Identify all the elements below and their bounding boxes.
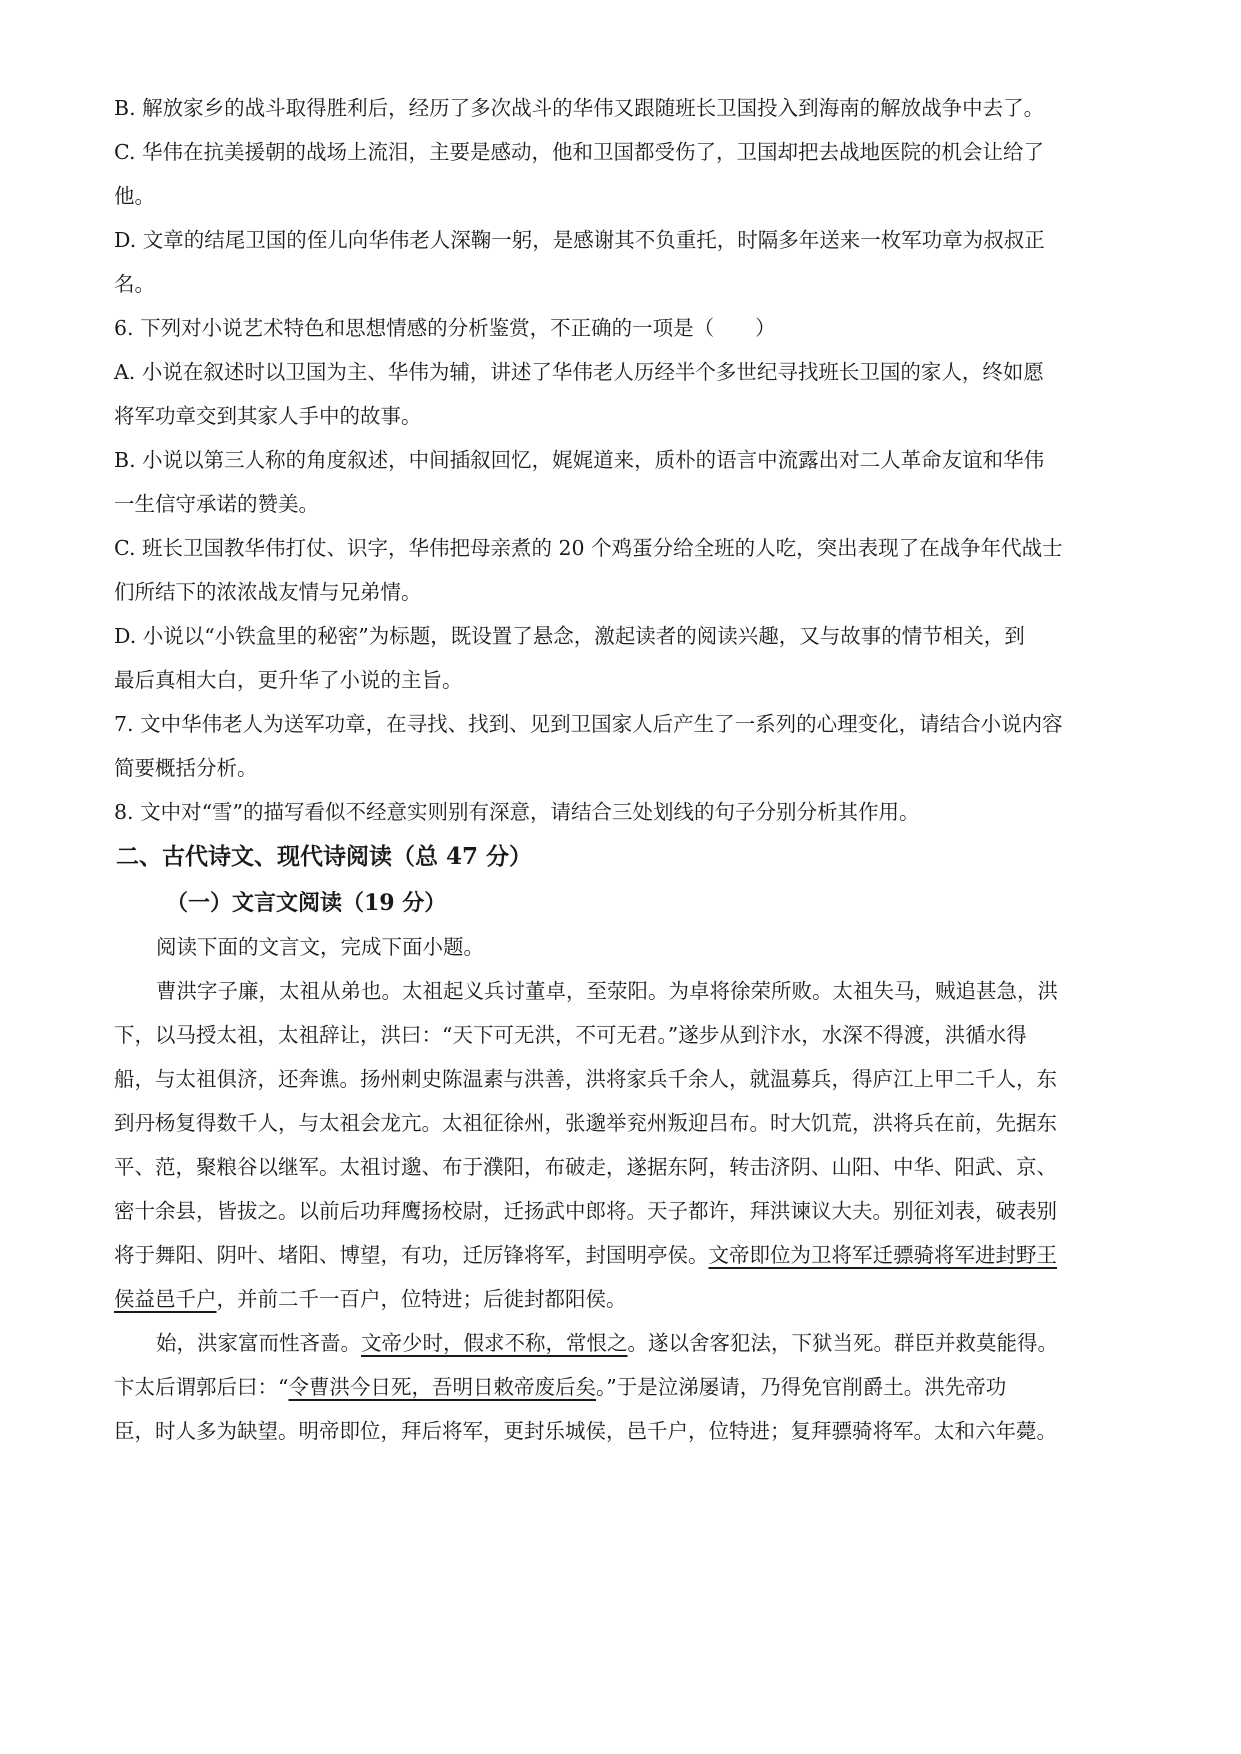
q6-option-a-cont: 将军功章交到其家人手中的故事。 [114, 404, 422, 428]
underlined-sentence: 文帝少时，假求不称，常恨之 [361, 1331, 628, 1355]
passage-line: 平、范，聚粮谷以继军。太祖讨邈、布于濮阳，布破走，遂据东阿，转击济阴、山阳、中华、阳武、京、 [114, 1155, 1057, 1179]
passage-text: ，并前二千一百户，位特进；后徙封都阳侯。 [216, 1287, 627, 1311]
q5-option-d-cont: 名。 [114, 272, 155, 296]
q5-option-d: D. 文章的结尾卫国的侄儿向华伟老人深鞠一躬，是感谢其不负重托，时隔多年送来一枚军功章为叔叔正 [114, 228, 1045, 252]
q5-option-c: C. 华伟在抗美援朝的战场上流泪，主要是感动，他和卫国都受伤了，卫国却把去战地医院的机会让给了 [114, 140, 1044, 164]
passage-line: 船，与太祖俱济，还奔谯。扬州刺史陈温素与洪善，洪将家兵千余人，就温募兵，得庐江上甲二千人，东 [114, 1067, 1057, 1091]
passage-line [114, 1285, 1124, 1313]
passage-text: 。”于是泣涕屡请，乃得免官削爵土。洪先帝功 [595, 1375, 1007, 1399]
passage-line: 臣，时人多为缺望。明帝即位，拜后将军，更封乐城侯，邑千户，位特进；复拜骠骑将军。太和六年薨。 [114, 1419, 1057, 1443]
underlined-sentence: 令曹洪今日死，吾明日敕帝废后矣 [288, 1375, 596, 1399]
q7-line-cont: 简要概括分析。 [114, 756, 258, 780]
q5-option-b: B. 解放家乡的战斗取得胜利后，经历了多次战斗的华伟又跟随班长卫国投入到海南的解放战争中去了。 [114, 96, 1045, 120]
passage-line: 密十余县，皆拔之。以前后功拜鹰扬校尉，迁扬武中郎将。天子都许，拜洪谏议大夫。别征刘表，破表别 [114, 1199, 1057, 1223]
q6-option-c-cont: 们所结下的浓浓战友情与兄弟情。 [114, 580, 422, 604]
passage-line [114, 1329, 1124, 1357]
q6-option-b: B. 小说以第三人称的角度叙述，中间插叙回忆，娓娓道来，质朴的语言中流露出对二人革命友谊和华伟 [114, 448, 1045, 472]
passage-line: 到丹杨复得数千人，与太祖会龙亢。太祖征徐州，张邈举兖州叛迎吕布。时大饥荒，洪将兵在前，先据东 [114, 1111, 1057, 1135]
section-heading: 二、古代诗文、现代诗阅读（总 47 分） [116, 843, 533, 870]
passage-text: 卞太后谓郭后曰：“ [114, 1375, 289, 1399]
instruction: 阅读下面的文言文，完成下面小题。 [156, 935, 484, 959]
passage-line: 下，以马授太祖，太祖辞让，洪曰：“天下可无洪，不可无君。”遂步从到汴水，水深不得渡，洪循水得 [114, 1023, 1027, 1047]
passage-line [114, 1373, 1124, 1401]
q6-option-a: A. 小说在叙述时以卫国为主、华伟为辅，讲述了华伟老人历经半个多世纪寻找班长卫国的家人，终如愿 [114, 360, 1044, 384]
passage-line [114, 1241, 1124, 1269]
q5-option-c-cont: 他。 [114, 184, 155, 208]
passage-text: 。遂以舍客犯法，下狱当死。群臣并救莫能得。 [627, 1331, 1058, 1355]
underlined-sentence: 侯益邑千户 [114, 1287, 217, 1311]
q6-stem: 6. 下列对小说艺术特色和思想情感的分析鉴赏，不正确的一项是（ ） [114, 316, 776, 340]
passage-text: 始，洪家富而性吝啬。 [156, 1331, 361, 1355]
subsection-heading: （一）文言文阅读（19 分） [166, 890, 447, 916]
q6-option-d-cont: 最后真相大白，更升华了小说的主旨。 [114, 668, 463, 692]
q6-option-d: D. 小说以“小铁盒里的秘密”为标题，既设置了悬念，激起读者的阅读兴趣，又与故事的情节相关，到 [114, 624, 1025, 648]
q7-line: 7. 文中华伟老人为送军功章，在寻找、找到、见到卫国家人后产生了一系列的心理变化，请结合小说内容 [114, 712, 1063, 736]
passage-text: 将于舞阳、阴叶、堵阳、博望，有功，迁厉锋将军，封国明亭侯。 [114, 1243, 709, 1267]
passage-line: 曹洪字子廉，太祖从弟也。太祖起义兵讨董卓，至荥阳。为卓将徐荣所败。太祖失马，贼追甚急，洪 [156, 979, 1058, 1003]
q6-option-c: C. 班长卫国教华伟打仗、识字，华伟把母亲煮的 20 个鸡蛋分给全班的人吃，突出表现了在战争年代战士 [114, 536, 1063, 560]
underlined-sentence: 文帝即位为卫将军迁骠骑将军进封野王 [708, 1243, 1057, 1267]
q6-option-b-cont: 一生信守承诺的赞美。 [114, 492, 319, 516]
q8-line: 8. 文中对“雪”的描写看似不经意实则别有深意，请结合三处划线的句子分别分析其作用。 [114, 800, 920, 824]
